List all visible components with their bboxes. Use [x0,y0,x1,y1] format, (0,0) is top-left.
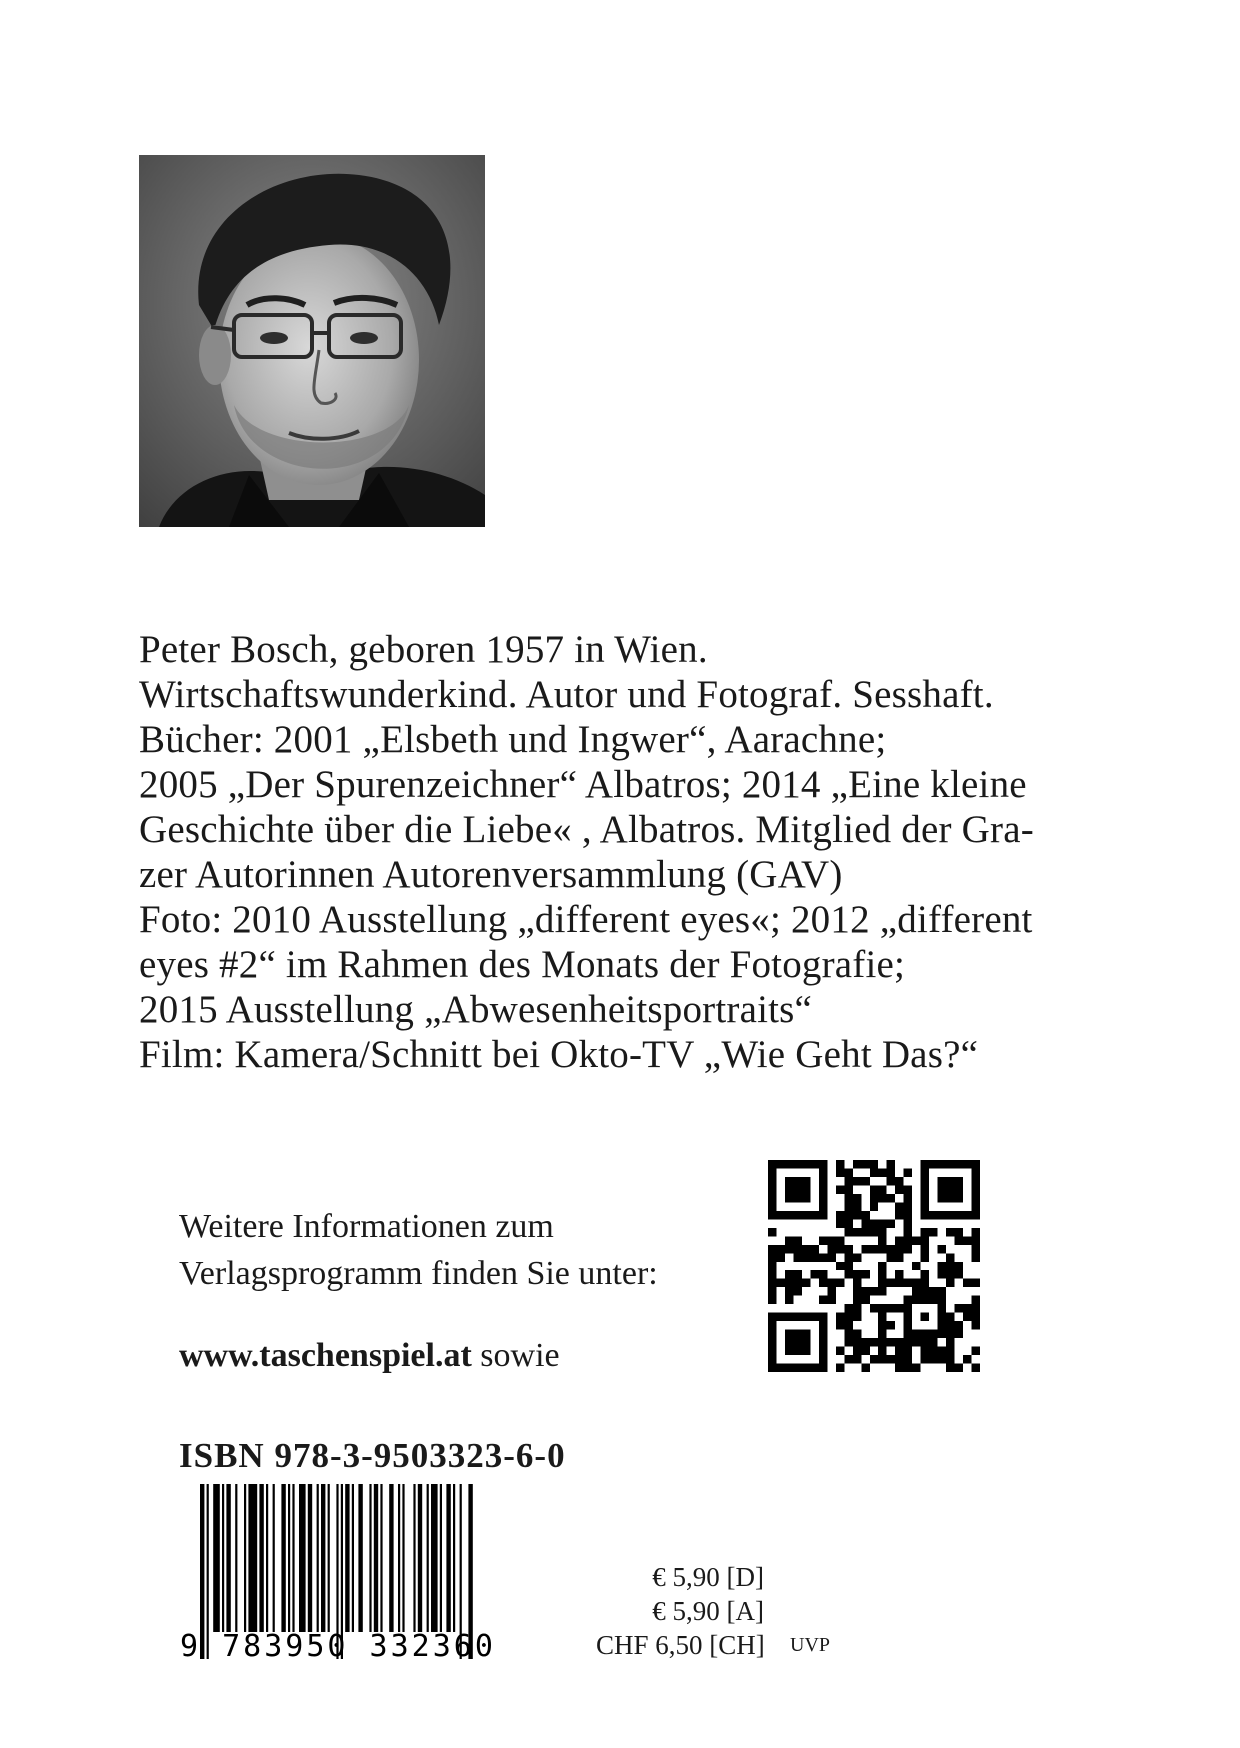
bio-line: Bücher: 2001 „Elsbeth und Ingwer“, Aarachne; [139,718,887,761]
price-de: € 5,90 [D] [652,1562,764,1592]
author-portrait-icon [139,155,485,527]
barcode-digits: 9 783950 332360 [180,1629,496,1664]
price-ch: CHF 6,50 [CH] [596,1630,765,1660]
isbn-label: ISBN 978-3-9503323-6-0 [179,1436,566,1475]
publisher-info [179,1203,658,1297]
qr-code-icon[interactable] [768,1160,980,1372]
publisher-web [179,1332,560,1379]
barcode-icon [174,1484,564,1664]
bio-line: 2015 Ausstellung „Abwesenheitsportraits“ [139,988,813,1031]
publisher-url-link[interactable]: www.taschenspiel.at [179,1337,472,1374]
uvp-label: UVP [790,1634,831,1656]
price-at: € 5,90 [A] [652,1596,764,1626]
author-bio [139,627,1139,1077]
url-suffix: sowie [471,1337,560,1374]
bio-line: 2005 „Der Spurenzeichner“ Albatros; 2014 „Eine kleine [139,763,1027,806]
bio-line: Wirtschaftswunderkind. Autor und Fotograf. Sesshaft. [139,673,994,716]
bio-line: Foto: 2010 Ausstellung „different eyes«; 2012 „different [139,898,1033,941]
bio-line: zer Autorinnen Autorenversammlung (GAV) [139,853,843,896]
bio-line: eyes #2“ im Rahmen des Monats der Fotografie; [139,943,906,986]
author-photo [139,155,485,527]
info-line: Verlagsprogramm finden Sie unter: [179,1255,658,1292]
bio-line: Film: Kamera/Schnitt bei Okto-TV „Wie Geht Das?“ [139,1033,979,1076]
info-line: Weitere Informationen zum [179,1208,554,1245]
bio-line: Geschichte über die Liebe« , Albatros. Mitglied der Gra- [139,808,1034,851]
bio-line: Peter Bosch, geboren 1957 in Wien. [139,628,708,671]
price-block [596,1560,764,1662]
